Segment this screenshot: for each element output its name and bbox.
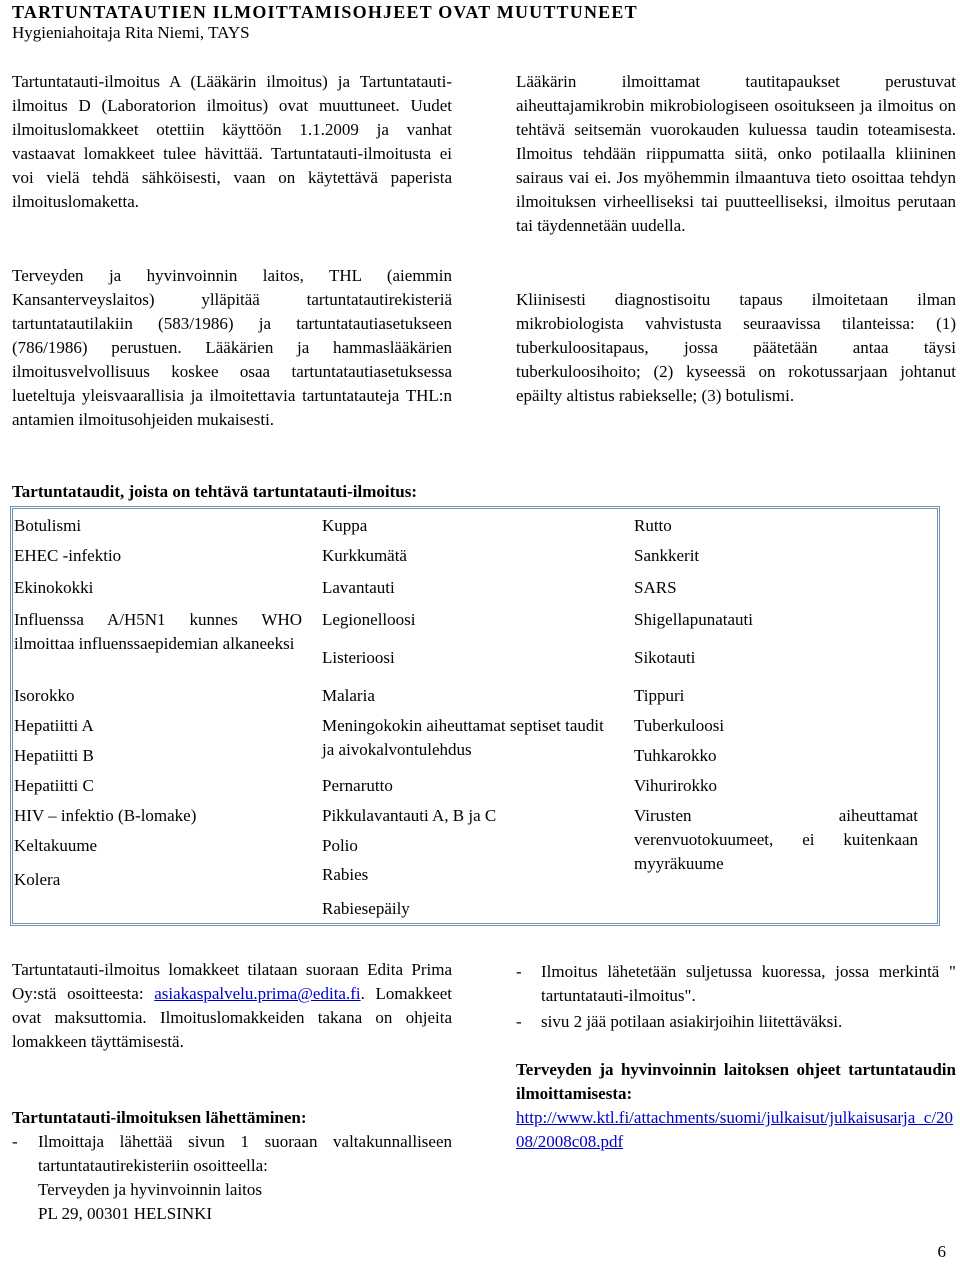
disease-item: Pikkulavantauti A, B ja C — [322, 806, 497, 825]
disease-item: Isorokko — [14, 686, 75, 705]
disease-item: Listerioosi — [322, 648, 395, 667]
send-item-3: sivu 2 jää potilaan asiakirjoihin liitettäväksi. — [541, 1012, 843, 1031]
send-dash: - — [12, 1132, 18, 1151]
list-dash: - — [516, 962, 522, 981]
left-paragraph-1: Tartuntatauti-ilmoitus A (Lääkärin ilmoitus) ja Tartuntatauti-ilmoitus D (Laboratorion ilmoitus) ovat muuttuneet. Uudet ilmoituslomakkeet otettiin käyttöön 1.1.2009 ja vanhat vastaavat lomakkeet tulee hävittää. Tartuntatauti-ilmoitusta ei voi vielä tehdä sähköisesti, vaan on käytettävä paperista ilmoituslomaketta. — [12, 72, 452, 211]
disease-item: Polio — [322, 836, 358, 855]
disease-item: Rabiesepäily — [322, 899, 410, 918]
disease-item: Kolera — [14, 870, 61, 889]
disease-item: Botulismi — [14, 516, 82, 535]
disease-item: Sikotauti — [634, 648, 696, 667]
disease-item: Sankkerit — [634, 546, 700, 565]
disease-item: Ekinokokki — [14, 578, 94, 597]
disease-item: Vihurirokko — [634, 776, 718, 795]
disease-item: Pernarutto — [322, 776, 393, 795]
order-text-2: . Lomakkeet ovat maksuttomia. Ilmoituslomakkeiden takana on ohjeita lomakkeen täyttämisestä. — [12, 984, 453, 1051]
disease-item: Kurkkumätä — [322, 546, 407, 565]
left-paragraph-2: Terveyden ja hyvinvoinnin laitos, THL (aiemmin Kansanterveyslaitos) ylläpitää tartuntatautirekisteriä tartuntatautilakiin (583/1986) ja tartuntatautiasetukseen (786/1986) perustuen. Lääkärien ja hammaslääkärien ilmoitusvelvollisuus koskee osaa tartuntatautiasetuksessa lueteltuja yleisvaarallisia ja ilmoitettavia tartuntatauteja THL:n antamien ilmoitusohjeiden mukaisesti. — [12, 266, 452, 429]
right-paragraph-2: Kliinisesti diagnostisoitu tapaus ilmoitetaan ilman mikrobiologista vahvistusta seuraavissa tilanteissa: (1) tuberkuloositapaus, jossa päätetään antaa täysi tuberkuloosihoito; (2) kyseessä on rokotussarjaan johtanut epäilty altistus rabiekselle; (3) botulismi. — [516, 290, 956, 405]
disease-list-heading: Tartuntataudit, joista on tehtävä tartuntatauti-ilmoitus: — [12, 482, 418, 501]
send-item-1: Ilmoittaja lähettää sivun 1 suoraan valtakunnalliseen tartuntatautirekisteriin osoitteella: — [38, 1132, 452, 1175]
disease-item: Lavantauti — [322, 578, 395, 597]
address-line-2: PL 29, 00301 HELSINKI — [38, 1204, 213, 1223]
thl-guide-link[interactable]: http://www.ktl.fi/attachments/suomi/julkaisut/julkaisusarja_c/2008/2008c08.pdf — [516, 1108, 954, 1151]
disease-item: Keltakuume — [14, 836, 98, 855]
disease-item: Influenssa A/H5N1 kunnes WHO ilmoittaa influenssaepidemian alkaneeksi — [14, 610, 302, 653]
disease-item: Hepatiitti C — [14, 776, 94, 795]
send-heading: Tartuntatauti-ilmoituksen lähettäminen: — [12, 1108, 307, 1127]
disease-item: EHEC -infektio — [14, 546, 122, 565]
order-info-paragraph — [12, 958, 452, 1054]
right-paragraph-1: Lääkärin ilmoittamat tautitapaukset perustuvat aiheuttajamikrobin mikrobiologiseen osoitukseen ja ilmoitus on tehtävä seitsemän vuorokauden kuluessa taudin toteamisesta. Ilmoitus tehdään riippumatta siitä, onko potilaalla kliininen sairaus vai ei. Jos myöhemmin ilmaantuva tieto osoittaa tehdyn ilmoituksen virheelliseksi tai puutteelliseksi, ilmoitus perutaan tai täydennetään uudella. — [516, 72, 956, 235]
email-link[interactable]: asiakaspalvelu.prima@edita.fi — [154, 984, 361, 1003]
disease-item: Malaria — [322, 686, 375, 705]
disease-item: Kuppa — [322, 516, 368, 535]
disease-item: Hepatiitti B — [14, 746, 94, 765]
author-line: Hygieniahoitaja Rita Niemi, TAYS — [12, 23, 250, 42]
page-number: 6 — [937, 1242, 946, 1261]
disease-item: Tippuri — [634, 686, 685, 705]
disease-item: Meningokokin aiheuttamat septiset taudit ja aivokalvontulehdus — [322, 716, 604, 759]
disease-item: Legionelloosi — [322, 610, 416, 629]
disease-item: Rutto — [634, 516, 672, 535]
disease-item: Virusten aiheuttamat verenvuotokuumeet, ei kuitenkaan myyräkuume — [634, 806, 918, 873]
list-dash: - — [516, 1012, 522, 1031]
disease-item: Hepatiitti A — [14, 716, 94, 735]
disease-item: Tuberkuloosi — [634, 716, 725, 735]
page-title: TARTUNTATAUTIEN ILMOITTAMISOHJEET OVAT MUUTTUNEET — [12, 2, 638, 22]
thl-guide-heading: Terveyden ja hyvinvoinnin laitoksen ohjeet tartuntataudin ilmoittamisesta: — [516, 1060, 956, 1103]
order-text-1: Tartuntatauti-ilmoitus lomakkeet tilataan suoraan Edita Prima Oy:stä osoitteesta: — [12, 960, 452, 1003]
disease-item: Rabies — [322, 865, 369, 884]
disease-item: Tuhkarokko — [634, 746, 717, 765]
disease-item: SARS — [634, 578, 677, 597]
disease-item: Shigellapunatauti — [634, 610, 753, 629]
disease-item: HIV – infektio (B-lomake) — [14, 806, 197, 825]
address-line-1: Terveyden ja hyvinvoinnin laitos — [38, 1180, 263, 1199]
send-item-2: Ilmoitus lähetetään suljetussa kuoressa, jossa merkintä " tartuntatauti-ilmoitus". — [541, 962, 956, 1005]
